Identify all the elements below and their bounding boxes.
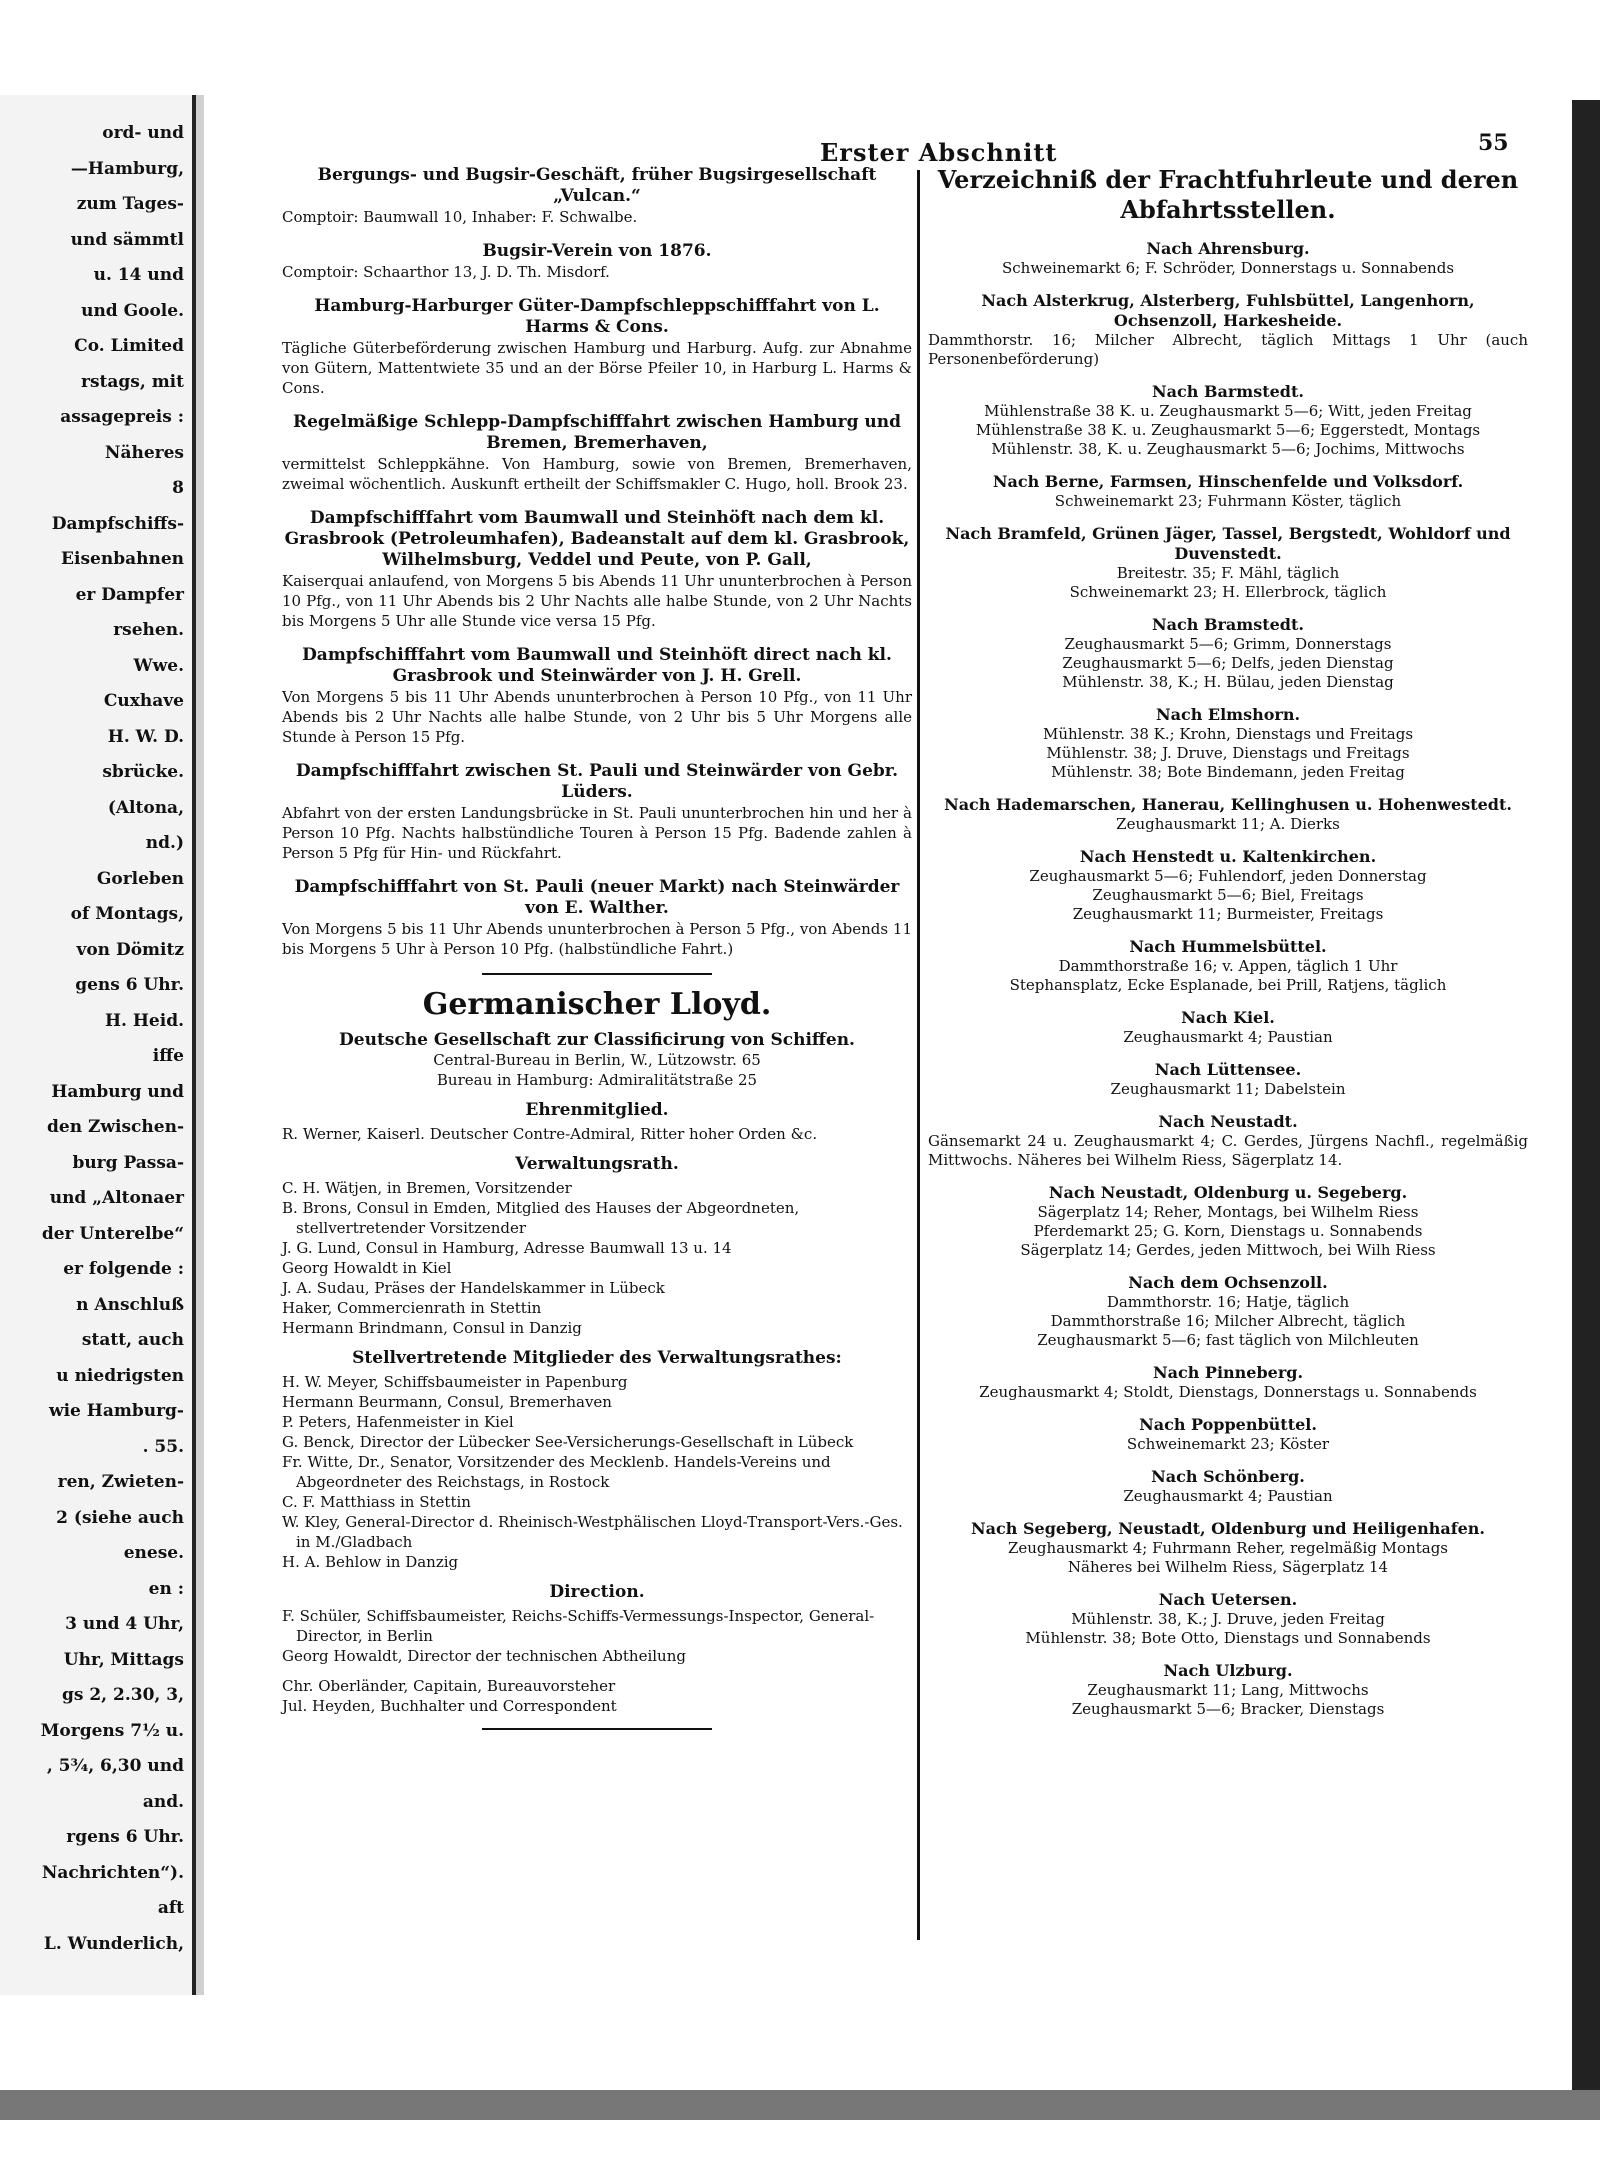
destination-heading: Nach Lüttensee.: [1154, 1060, 1302, 1079]
destination-entry: [928, 1183, 1528, 1260]
fragment-line: H. W. D.: [107, 726, 184, 747]
fragment-line: 3 und 4 Uhr,: [65, 1614, 184, 1634]
honor-member: R. Werner, Kaiserl. Deutscher Contre-Admiral, Ritter hoher Orden &c.: [282, 1125, 818, 1143]
fragment-line: Uhr, Mittags: [63, 1649, 184, 1670]
carrier-line: Zeughausmarkt 5—6; fast täglich von Milchleuten: [1037, 1331, 1419, 1349]
fragment-line: . 55.: [142, 1436, 184, 1457]
destination-heading: Nach Segeberg, Neustadt, Oldenburg und Heiligenhafen.: [971, 1519, 1485, 1538]
carrier-line: Zeughausmarkt 4; Paustian: [1123, 1028, 1333, 1046]
entry-text: Comptoir: Baumwall 10, Inhaber: F. Schwalbe.: [282, 208, 638, 226]
carrier-line: Dammthorstr. 16; Milcher Albrecht, täglich Mittags 1 Uhr (auch Personenbeförderung): [928, 331, 1528, 368]
fragment-line: Nachrichten“).: [41, 1862, 184, 1883]
carrier-line: Gänsemarkt 24 u. Zeughausmarkt 4; C. Gerdes, Jürgens Nachfl., regelmäßig Mittwochs. Näheres bei Wilhelm Riess, Sägerplatz 14.: [928, 1132, 1528, 1169]
fragment-line: L. Wunderlich,: [43, 1933, 184, 1954]
running-title: Erster Abschnitt: [820, 138, 1058, 167]
staff-list: [282, 1676, 912, 1716]
board-list: [282, 1178, 912, 1338]
page-edge-bottom: [0, 2090, 1600, 2120]
shipping-entry: [282, 165, 912, 227]
fragment-line: u niedrigsten: [56, 1365, 184, 1386]
carrier-line: Mühlenstr. 38, K.; J. Druve, jeden Freitag: [1071, 1610, 1385, 1628]
entry-title: Dampfschifffahrt vom Baumwall und Steinhöft nach dem kl. Grasbrook (Petroleumhafen), Badeanstalt auf dem kl. Grasbrook, Wilhelmsburg, Veddel und Peute, von P. Gall,: [284, 508, 910, 570]
carrier-line: Breitestr. 35; F. Mähl, täglich: [1116, 564, 1340, 582]
fragment-line: zum Tages-: [76, 194, 184, 214]
fragment-line: Gorleben: [96, 868, 184, 889]
entry-title: Dampfschifffahrt von St. Pauli (neuer Markt) nach Steinwärder von E. Walther.: [294, 877, 900, 918]
carrier-line: Mühlenstr. 38; Bote Otto, Dienstags und Sonnabends: [1025, 1629, 1431, 1647]
previous-page-fragment: [0, 95, 196, 1995]
carrier-line: Näheres bei Wilhelm Riess, Sägerplatz 14: [1067, 1558, 1389, 1576]
direction-heading: Direction.: [549, 1582, 645, 1602]
carrier-line: Zeughausmarkt 5—6; Delfs, jeden Dienstag: [1062, 654, 1394, 672]
shipping-entry: [282, 241, 912, 282]
entry-text: Von Morgens 5 bis 11 Uhr Abends ununterbrochen à Person 5 Pfg., von Abends 11 bis Morgens 5 Uhr à Person 10 Pfg. (halbstündliche Fahrt.): [282, 920, 912, 958]
destination-entry: [928, 705, 1528, 782]
destination-heading: Nach Hademarschen, Hanerau, Kellinghusen u. Hohenwestedt.: [944, 795, 1512, 814]
carrier-line: Stephansplatz, Ecke Esplanade, bei Prill, Ratjens, täglich: [1009, 976, 1447, 994]
carrier-line: Dammthorstraße 16; Milcher Albrecht, täglich: [1050, 1312, 1406, 1330]
page-gutter: [196, 95, 204, 1995]
deputy-member: H. A. Behlow in Danzig: [282, 1553, 459, 1571]
destination-heading: Nach Pinneberg.: [1152, 1363, 1304, 1382]
carrier-line: Mühlenstr. 38 K.; Krohn, Dienstags und Freitags: [1042, 725, 1414, 743]
carrier-line: Mühlenstraße 38 K. u. Zeughausmarkt 5—6; Eggerstedt, Montags: [975, 421, 1481, 439]
carrier-line: Mühlenstr. 38, K. u. Zeughausmarkt 5—6; Jochims, Mittwochs: [991, 440, 1465, 458]
carrier-line: Zeughausmarkt 4; Paustian: [1123, 1487, 1333, 1505]
deputy-member: G. Benck, Director der Lübecker See-Versicherungs-Gesellschaft in Lübeck: [282, 1433, 854, 1451]
staff-member: Chr. Oberländer, Capitain, Bureauvorsteher: [282, 1677, 616, 1695]
destination-entry: [928, 937, 1528, 995]
director: Georg Howaldt, Director der technischen Abtheilung: [282, 1647, 686, 1665]
destination-heading: Nach Hummelsbüttel.: [1129, 937, 1327, 956]
carrier-line: Schweinemarkt 23; H. Ellerbrock, täglich: [1069, 583, 1387, 601]
fragment-line: Morgens 7½ u.: [40, 1720, 184, 1741]
entry-text: Abfahrt von der ersten Landungsbrücke in St. Pauli ununterbrochen hin und her à Person 10 Pfg. Nachts halbstündliche Touren à Person 15 Pfg. Badende zahlen à Person 5 Pfg für Hin- und Rückfahrt.: [282, 804, 912, 862]
carrier-line: Zeughausmarkt 5—6; Grimm, Donnerstags: [1064, 635, 1392, 653]
destination-heading: Nach Uetersen.: [1158, 1590, 1298, 1609]
fragment-line: wie Hamburg-: [48, 1401, 184, 1421]
board-member: J. A. Sudau, Präses der Handelskammer in Lübeck: [282, 1279, 665, 1297]
shipping-entry: [282, 296, 912, 398]
destination-heading: Nach Neustadt, Oldenburg u. Segeberg.: [1048, 1183, 1408, 1202]
fragment-line: nd.): [145, 833, 184, 853]
fragment-line: Wwe.: [133, 655, 184, 676]
fragment-line: statt, auch: [81, 1330, 184, 1350]
board-member: J. G. Lund, Consul in Hamburg, Adresse Baumwall 13 u. 14: [282, 1239, 732, 1257]
fragment-line: aft: [157, 1898, 184, 1918]
destination-heading: Nach Elmshorn.: [1155, 705, 1301, 724]
board-member: C. H. Wätjen, in Bremen, Vorsitzender: [282, 1179, 572, 1197]
fragment-line: rgens 6 Uhr.: [66, 1827, 184, 1847]
fragment-line: 2 (siehe auch: [56, 1507, 184, 1528]
fragment-line: ren, Zwieten-: [57, 1472, 184, 1492]
carrier-line: Pferdemarkt 25; G. Korn, Dienstags u. Sonnabends: [1033, 1222, 1423, 1240]
left-column: [282, 165, 912, 1742]
carriers-title: Verzeichniß der Frachtfuhrleute und deren Abfahrtsstellen.: [937, 165, 1519, 224]
carrier-line: Zeughausmarkt 5—6; Bracker, Dienstags: [1071, 1700, 1385, 1718]
fragment-line: er folgende :: [63, 1259, 184, 1279]
destination-heading: Nach dem Ochsenzoll.: [1128, 1273, 1328, 1292]
germanischer-lloyd-section: [282, 987, 912, 1730]
destination-entry: [928, 1467, 1528, 1506]
destination-entry: [928, 1519, 1528, 1577]
lloyd-subtitle: Deutsche Gesellschaft zur Classificirung von Schiffen.: [339, 1030, 855, 1050]
lloyd-central-bureau: Central-Bureau in Berlin, W., Lützowstr. 65: [433, 1051, 761, 1069]
section-rule: [482, 973, 712, 975]
fragment-line: Näheres: [104, 442, 184, 463]
fragment-line: sbrücke.: [102, 762, 184, 782]
shipping-entry: [282, 761, 912, 863]
fragment-line: , 5¾, 6,30 und: [46, 1756, 184, 1776]
destination-heading: Nach Barmstedt.: [1152, 382, 1304, 401]
carrier-line: Mühlenstr. 38; J. Druve, Dienstags und Freitags: [1046, 744, 1410, 762]
fragment-line: assagepreis :: [60, 407, 184, 427]
board-heading: Verwaltungsrath.: [515, 1154, 679, 1174]
entry-text: vermittelst Schleppkähne. Von Hamburg, sowie von Bremen, Bremerhaven, zweimal wöchentlich. Auskunft ertheilt der Schiffsmakler C. Hugo, holl. Brook 23.: [282, 455, 912, 493]
deputy-member: Fr. Witte, Dr., Senator, Vorsitzender des Mecklenb. Handels-Vereins und Abgeordneter des Reichstags, in Rostock: [282, 1453, 831, 1491]
direction-list: [282, 1606, 912, 1666]
fragment-line: und sämmtl: [70, 229, 184, 250]
fragment-line: und Goole.: [81, 300, 184, 321]
destination-entry: [928, 472, 1528, 511]
carrier-line: Zeughausmarkt 5—6; Biel, Freitags: [1092, 886, 1364, 904]
entry-title: Bugsir-Verein von 1876.: [482, 241, 712, 261]
fragment-line: u. 14 und: [93, 265, 184, 285]
entry-text: Von Morgens 5 bis 11 Uhr Abends ununterbrochen à Person 10 Pfg., von 11 Uhr Abends bis 2 Uhr Nachts alle halbe Stunde, von 2 Uhr bis 5 Uhr Morgens alle Stunde à Person 15 Pfg.: [282, 688, 912, 746]
destination-heading: Nach Bramfeld, Grünen Jäger, Tassel, Bergstedt, Wohldorf und Duvenstedt.: [945, 524, 1511, 563]
fragment-line: gs 2, 2.30, 3,: [61, 1685, 184, 1705]
entry-title: Dampfschifffahrt zwischen St. Pauli und Steinwärder von Gebr. Lüders.: [295, 761, 899, 802]
destination-heading: Nach Berne, Farmsen, Hinschenfelde und Volksdorf.: [992, 472, 1464, 491]
carrier-line: Zeughausmarkt 11; Lang, Mittwochs: [1087, 1681, 1369, 1699]
destination-heading: Nach Schönberg.: [1151, 1467, 1305, 1486]
right-column: [928, 165, 1528, 1732]
board-member: B. Brons, Consul in Emden, Mitglied des Hauses der Abgeordneten, stellvertretender Vorsitzender: [282, 1199, 800, 1237]
staff-member: Jul. Heyden, Buchhalter und Correspondent: [282, 1697, 617, 1715]
destination-heading: Nach Poppenbüttel.: [1139, 1415, 1317, 1434]
destination-entry: [928, 1590, 1528, 1648]
entry-title: Bergungs- und Bugsir-Geschäft, früher Bugsirgesellschaft „Vulcan.“: [317, 165, 877, 206]
carrier-line: Mühlenstr. 38, K.; H. Bülau, jeden Dienstag: [1062, 673, 1394, 691]
fragment-line: en :: [148, 1578, 184, 1599]
entry-text: Comptoir: Schaarthor 13, J. D. Th. Misdorf.: [282, 263, 610, 281]
column-divider: [917, 170, 920, 1940]
entry-text: Tägliche Güterbeförderung zwischen Hamburg und Harburg. Aufg. zur Abnahme von Gütern, Mattentwiete 35 und an der Börse Pfeiler 10, in Harburg L. Harms & Cons.: [282, 339, 912, 397]
fragment-line: und „Altonaer: [49, 1188, 184, 1208]
shipping-entry: [282, 645, 912, 747]
destination-list: [928, 239, 1528, 1719]
fragment-line: 8: [172, 478, 184, 498]
carrier-line: Dammthorstraße 16; v. Appen, täglich 1 Uhr: [1058, 957, 1398, 975]
deputy-list: [282, 1372, 912, 1572]
destination-entry: [928, 1415, 1528, 1454]
destination-heading: Nach Kiel.: [1181, 1008, 1275, 1027]
destination-heading: Nach Henstedt u. Kaltenkirchen.: [1079, 847, 1377, 866]
destination-entry: [928, 291, 1528, 369]
end-rule: [482, 1728, 712, 1730]
fragment-line: n Anschluß: [76, 1294, 184, 1315]
fragment-line: Cuxhave: [103, 691, 184, 711]
fragment-line: von Dömitz: [76, 939, 184, 960]
board-member: Hermann Brindmann, Consul in Danzig: [282, 1319, 582, 1337]
destination-heading: Nach Neustadt.: [1158, 1112, 1298, 1131]
fragment-line: rsehen.: [113, 620, 184, 640]
fragment-line: H. Heid.: [104, 1010, 184, 1031]
entry-title: Dampfschifffahrt vom Baumwall und Steinhöft direct nach kl. Grasbrook und Steinwärder von J. H. Grell.: [302, 645, 892, 686]
fragment-line: rstags, mit: [81, 371, 184, 392]
shipping-entry: [282, 877, 912, 959]
fragment-line: enese.: [123, 1543, 184, 1563]
fragment-line: Dampfschiffs-: [51, 513, 184, 534]
destination-entry: [928, 1661, 1528, 1719]
fragment-line: (Altona,: [107, 797, 184, 818]
carrier-line: Sägerplatz 14; Gerdes, jeden Mittwoch, bei Wilh Riess: [1020, 1241, 1436, 1259]
lloyd-hamburg-bureau: Bureau in Hamburg: Admiralitätstraße 25: [436, 1071, 758, 1089]
destination-entry: [928, 847, 1528, 924]
shipping-entry: [282, 508, 912, 631]
carrier-line: Zeughausmarkt 4; Fuhrmann Reher, regelmäßig Montags: [1007, 1539, 1449, 1557]
fragment-line: den Zwischen-: [47, 1117, 184, 1137]
destination-entry: [928, 1060, 1528, 1099]
carrier-line: Sägerplatz 14; Reher, Montags, bei Wilhelm Riess: [1037, 1203, 1419, 1221]
fragment-line: —Hamburg,: [70, 158, 184, 179]
destination-entry: [928, 239, 1528, 278]
deputy-member: H. W. Meyer, Schiffsbaumeister in Papenburg: [282, 1373, 628, 1391]
destination-heading: Nach Ulzburg.: [1163, 1661, 1293, 1680]
entry-title: Hamburg-Harburger Güter-Dampfschleppschifffahrt von L. Harms & Cons.: [314, 296, 880, 337]
carrier-line: Zeughausmarkt 4; Stoldt, Dienstags, Donnerstags u. Sonnabends: [979, 1383, 1477, 1401]
destination-heading: Nach Bramstedt.: [1152, 615, 1304, 634]
fragment-line: der Unterelbe“: [41, 1223, 184, 1244]
destination-entry: [928, 1112, 1528, 1170]
board-member: Georg Howaldt in Kiel: [282, 1259, 452, 1277]
carrier-line: Mühlenstr. 38; Bote Bindemann, jeden Freitag: [1051, 763, 1405, 781]
fragment-line: iffe: [152, 1046, 184, 1066]
fragment-line: er Dampfer: [75, 584, 184, 605]
destination-heading: Nach Ahrensburg.: [1146, 239, 1310, 258]
carrier-line: Zeughausmarkt 11; A. Dierks: [1116, 815, 1340, 833]
destination-entry: [928, 795, 1528, 834]
destination-heading: Nach Alsterkrug, Alsterberg, Fuhlsbüttel, Langenhorn, Ochsenzoll, Harkesheide.: [981, 291, 1475, 330]
destination-entry: [928, 524, 1528, 602]
board-member: Haker, Commercienrath in Stettin: [282, 1299, 542, 1317]
destination-entry: [928, 1273, 1528, 1350]
carrier-line: Mühlenstraße 38 K. u. Zeughausmarkt 5—6; Witt, jeden Freitag: [984, 402, 1472, 420]
lloyd-title: Germanischer Lloyd.: [422, 987, 772, 1022]
deputy-member: C. F. Matthiass in Stettin: [282, 1493, 471, 1511]
carrier-line: Zeughausmarkt 11; Dabelstein: [1110, 1080, 1346, 1098]
fragment-line: burg Passa-: [72, 1152, 184, 1173]
destination-entry: [928, 1363, 1528, 1402]
fragment-line: ord- und: [102, 123, 184, 143]
fragment-line: gens 6 Uhr.: [75, 975, 184, 995]
entry-text: Kaiserquai anlaufend, von Morgens 5 bis Abends 11 Uhr ununterbrochen à Person 10 Pfg., von 11 Uhr Abends bis 2 Uhr Nachts alle halbe Stunde, von 2 Uhr Nachts bis Morgens 5 Uhr alle Stunde vice versa 15 Pfg.: [282, 572, 912, 630]
deputy-member: W. Kley, General-Director d. Rheinisch-Westphälischen Lloyd-Transport-Vers.-Ges. in M./Gladbach: [282, 1513, 903, 1551]
fragment-line: Eisenbahnen: [61, 549, 184, 569]
carrier-line: Schweinemarkt 23; Fuhrmann Köster, täglich: [1054, 492, 1402, 510]
fragment-line: and.: [142, 1791, 184, 1812]
page-edge-right: [1572, 100, 1600, 2090]
entry-title: Regelmäßige Schlepp-Dampfschifffahrt zwischen Hamburg und Bremen, Bremerhaven,: [292, 412, 902, 453]
honor-heading: Ehrenmitglied.: [525, 1100, 669, 1120]
carrier-line: Zeughausmarkt 5—6; Fuhlendorf, jeden Donnerstag: [1029, 867, 1427, 885]
fragment-line: Hamburg und: [51, 1081, 184, 1102]
shipping-entry: [282, 412, 912, 494]
page-number: 55: [1478, 130, 1509, 156]
director: F. Schüler, Schiffsbaumeister, Reichs-Schiffs-Vermessungs-Inspector, General-Director, in Berlin: [282, 1607, 875, 1645]
deputy-member: P. Peters, Hafenmeister in Kiel: [282, 1413, 514, 1431]
fragment-line: Co. Limited: [74, 336, 184, 356]
fragment-line: of Montags,: [70, 904, 184, 924]
carrier-line: Zeughausmarkt 11; Burmeister, Freitags: [1072, 905, 1384, 923]
destination-entry: [928, 382, 1528, 459]
carrier-line: Dammthorstr. 16; Hatje, täglich: [1106, 1293, 1350, 1311]
destination-entry: [928, 1008, 1528, 1047]
carrier-line: Schweinemarkt 23; Köster: [1126, 1435, 1330, 1453]
destination-entry: [928, 615, 1528, 692]
carrier-line: Schweinemarkt 6; F. Schröder, Donnerstags u. Sonnabends: [1001, 259, 1455, 277]
deputy-heading: Stellvertretende Mitglieder des Verwaltungsrathes:: [352, 1348, 842, 1368]
deputy-member: Hermann Beurmann, Consul, Bremerhaven: [282, 1393, 612, 1411]
